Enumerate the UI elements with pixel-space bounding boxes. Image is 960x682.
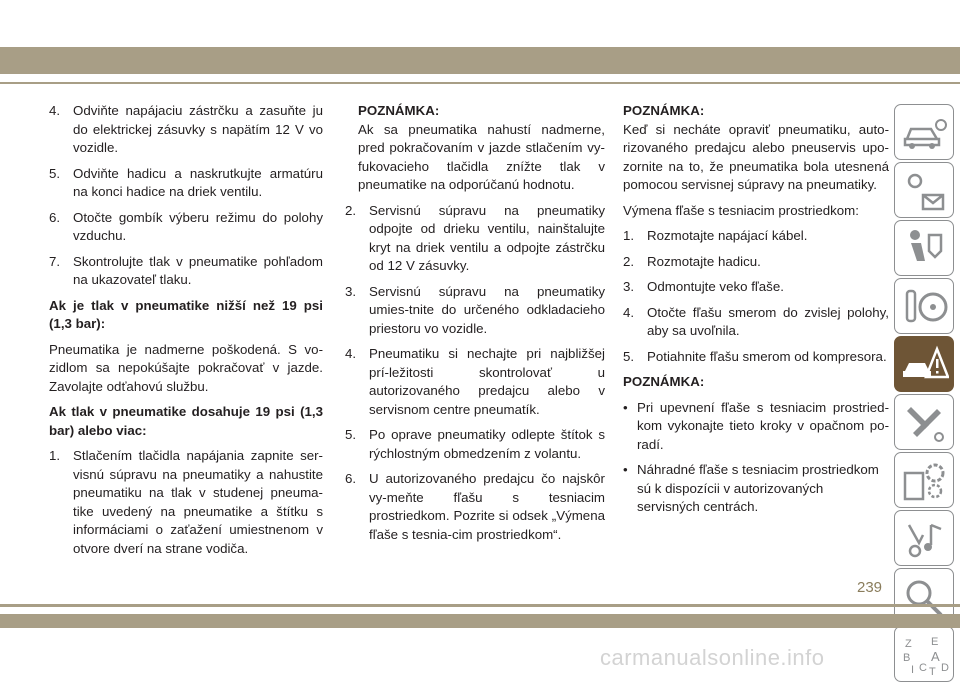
bullet-mark: • bbox=[623, 399, 628, 415]
column-2 bbox=[345, 102, 605, 551]
index-icon bbox=[901, 633, 949, 677]
tab-index[interactable] bbox=[894, 626, 954, 682]
svg-text:B: B bbox=[903, 652, 911, 664]
specifications-icon bbox=[901, 459, 949, 503]
item-number: 5. bbox=[345, 427, 357, 442]
maintenance-icon bbox=[901, 401, 949, 445]
item-number: 3. bbox=[345, 283, 357, 299]
section-heading: Ak je tlak v pneumatike nižší než 19 psi (1,3 bar): bbox=[49, 297, 323, 331]
item-number: 4. bbox=[49, 103, 61, 118]
item-text: Odmontujte veko fľaše. bbox=[647, 279, 784, 294]
note-text: Keď si necháte opraviť pneumatiku, auto-rizovaného predajcu alebo pneuservis upo-zornite na to, že pneumatika bola utesnená pomocou servisnej súpravy na pneumatiky. bbox=[623, 121, 889, 192]
list-item bbox=[623, 304, 889, 341]
list-item bbox=[49, 165, 323, 202]
item-number: 5. bbox=[623, 348, 635, 364]
list-item bbox=[49, 253, 323, 290]
bottom-rule bbox=[0, 604, 960, 607]
item-text: Stlačením tlačidla napájania zapnite ser-visnú súpravu na pneumatiky a nahustite pneumatiku na tlak v studenej pneuma-tike uvedený na pneumatike a štítku s informáciami o zaťažení umiestnenom v otvore dverí na strane vodiča. bbox=[73, 448, 323, 556]
note-heading: POZNÁMKA: bbox=[623, 374, 705, 389]
list-item bbox=[623, 227, 889, 246]
item-text: Po oprave pneumatiky odlepte štítok s rýchlostným obmedzením z volantu. bbox=[369, 427, 605, 461]
section-heading: Ak tlak v pneumatike dosahuje 19 psi (1,3 bar) alebo viac: bbox=[49, 404, 323, 438]
item-text: Rozmotajte napájací kábel. bbox=[647, 228, 808, 243]
top-rule bbox=[0, 82, 960, 84]
item-text: Potiahnite fľašu smerom od kompresora. bbox=[647, 348, 887, 364]
list-item bbox=[49, 102, 323, 158]
item-number: 6. bbox=[345, 471, 357, 486]
svg-text:I: I bbox=[911, 664, 915, 676]
tab-car-info[interactable] bbox=[894, 104, 954, 160]
item-text: U autorizovaného predajcu čo najskôr vy-meňte fľašu s tesniacim prostriedkom. Pozrite si odsek „Výmena fľaše s tesnia-cim prostriedkom“. bbox=[369, 471, 605, 542]
list-item bbox=[345, 202, 605, 276]
list-item bbox=[345, 426, 605, 463]
safety-icon bbox=[901, 227, 949, 271]
note-text: Ak sa pneumatika nahustí nadmerne, pred pokračovaním v jazde stlačením vy-fukovacieho tlačidla znížte tlak v pneumatike na odporúčanú hodnotu. bbox=[358, 121, 605, 192]
item-number: 4. bbox=[345, 346, 357, 361]
tab-multimedia[interactable] bbox=[894, 510, 954, 566]
column-3 bbox=[623, 102, 889, 524]
note-heading: POZNÁMKA: bbox=[358, 103, 440, 118]
item-number: 5. bbox=[49, 165, 61, 181]
item-text: Odviňte hadicu a naskrutkujte armatúru na konci hadice na driek ventilu. bbox=[73, 165, 323, 199]
list-item bbox=[49, 447, 323, 558]
paragraph: Výmena fľaše s tesniacim prostriedkom: bbox=[623, 202, 859, 218]
svg-text:E: E bbox=[931, 636, 939, 648]
item-number: 1. bbox=[623, 228, 635, 243]
tab-starting-driving[interactable] bbox=[894, 278, 954, 334]
item-text: Otočte gombík výberu režimu do polohy vzduchu. bbox=[73, 209, 323, 243]
item-text: Pneumatiku si nechajte pri najbližšej prí-ležitosti skontrolovať u autorizovaného predajcu alebo v servisnom centre pneumatík. bbox=[369, 346, 605, 417]
tab-emergency[interactable] bbox=[894, 336, 954, 392]
item-number: 2. bbox=[623, 253, 635, 269]
item-text: Náhradné fľaše s tesniacim prostriedkom sú k dispozícii v autorizovaných servisných centrách. bbox=[637, 462, 879, 514]
dashboard-lights-icon bbox=[901, 169, 949, 213]
list-item bbox=[623, 278, 889, 297]
note-heading: POZNÁMKA: bbox=[623, 103, 705, 118]
item-number: 3. bbox=[623, 279, 635, 294]
svg-text:D: D bbox=[941, 662, 949, 674]
column-1 bbox=[49, 102, 323, 565]
svg-text:C: C bbox=[919, 662, 927, 674]
search-icon bbox=[901, 575, 949, 619]
list-item bbox=[623, 253, 889, 272]
item-text: Rozmotajte hadicu. bbox=[647, 253, 761, 269]
item-text: Skontrolujte tlak v pneumatike pohľadom na ukazovateľ tlaku. bbox=[73, 253, 323, 287]
top-band bbox=[0, 47, 960, 74]
multimedia-icon bbox=[901, 517, 949, 561]
svg-text:A: A bbox=[931, 649, 940, 664]
tab-maintenance[interactable] bbox=[894, 394, 954, 450]
bottom-band bbox=[0, 614, 960, 628]
item-text: Servisnú súpravu na pneumatiky umies-tnite do určeného odkladacieho priestoru vo vozidle. bbox=[369, 283, 605, 336]
tab-safety[interactable] bbox=[894, 220, 954, 276]
svg-text:T: T bbox=[929, 666, 936, 677]
tab-dashboard-lights[interactable] bbox=[894, 162, 954, 218]
item-text: Servisnú súpravu na pneumatiky odpojte od drieku ventilu, nainštalujte kryt na driek ventilu a odpojte zástrčku od 12 V zásuvky. bbox=[369, 202, 605, 273]
emergency-icon bbox=[901, 343, 949, 387]
list-item bbox=[345, 470, 605, 544]
page-number: 239 bbox=[857, 579, 883, 596]
list-item bbox=[345, 283, 605, 339]
bullet-item bbox=[623, 461, 889, 517]
item-number: 1. bbox=[49, 448, 61, 463]
bullet-mark: • bbox=[623, 462, 628, 477]
item-text: Pri upevnení fľaše s tesniacim prostried-kom vykonajte tieto kroky v opačnom po-radí. bbox=[637, 399, 889, 452]
item-number: 4. bbox=[623, 304, 635, 320]
item-number: 7. bbox=[49, 253, 61, 269]
item-text: Odviňte napájaciu zástrčku a zasuňte ju do elektrickej zásuvky s napätím 12 V vo vozidle. bbox=[73, 103, 323, 155]
item-text: Otočte fľašu smerom do zvislej polohy, aby sa uvoľnila. bbox=[647, 304, 889, 338]
list-item bbox=[345, 345, 605, 419]
item-number: 2. bbox=[345, 202, 357, 218]
bullet-item bbox=[623, 399, 889, 455]
tab-specifications[interactable] bbox=[894, 452, 954, 508]
starting-driving-icon bbox=[901, 285, 949, 329]
watermark: carmanualsonline.info bbox=[600, 645, 825, 670]
list-item bbox=[49, 209, 323, 246]
car-info-icon bbox=[901, 111, 949, 155]
svg-text:Z: Z bbox=[905, 638, 912, 650]
list-item bbox=[623, 348, 889, 367]
item-number: 6. bbox=[49, 209, 61, 225]
paragraph: Pneumatika je nadmerne poškodená. S vo-zidlom sa nepokúšajte pokračovať v jazde. Zavolajte odťahovú službu. bbox=[49, 341, 323, 394]
